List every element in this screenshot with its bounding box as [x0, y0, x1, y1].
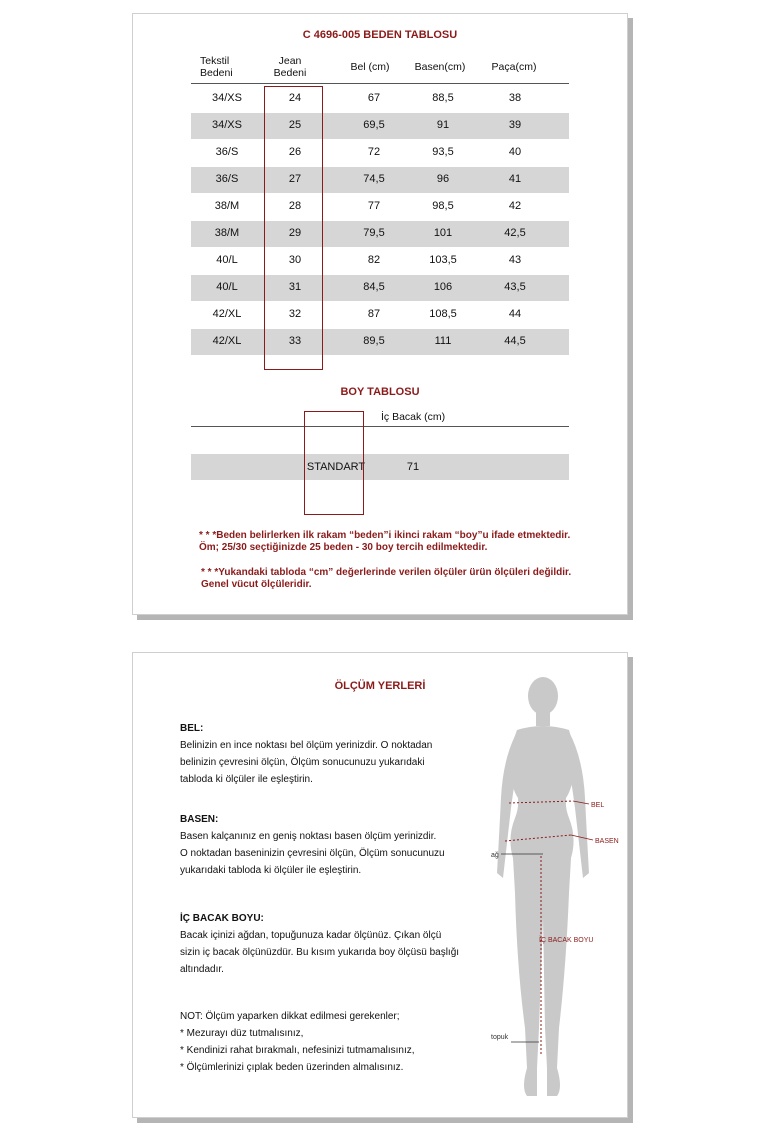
section-ic-bacak-line: Bacak içinizi ağdan, topuğunuza kadar ölçünüz. Çıkan ölçü: [180, 930, 442, 941]
ic-bacak-label: İÇ BACAK BOYU: [539, 937, 594, 944]
note-item: * Kendinizi rahat bırakmalı, nefesinizi tutmamalısınız,: [180, 1045, 415, 1056]
table-cell: 41: [508, 173, 522, 185]
bel-label: BEL: [591, 802, 605, 809]
section-basen: [180, 811, 480, 879]
table-cell: 38: [508, 92, 522, 104]
topuk-label: topuk: [491, 1034, 509, 1041]
section-ic-bacak-heading: İÇ BACAK BOYU:: [180, 913, 264, 924]
note-line-1: * * *Beden belirlerken ilk rakam “beden”i ikinci rakam “boy”u ifade etmektedir.: [199, 530, 571, 541]
table-cell: 91: [436, 119, 450, 131]
table-cell: 43,5: [504, 281, 526, 293]
note-line-4: Genel vücut ölçüleridir.: [201, 579, 312, 590]
table-cell: 103,5: [429, 254, 457, 266]
section-bel-line: Belinizin en ince noktası bel ölçüm yerinizdir. O noktadan: [180, 740, 433, 751]
table-cell: 38/M: [214, 227, 240, 239]
table-cell: 39: [508, 119, 522, 131]
table-cell: 84,5: [363, 281, 385, 293]
standart-highlight: [304, 411, 364, 515]
table-cell: 32: [288, 308, 302, 320]
header-tekstil: Tekstil Bedeni: [200, 55, 233, 79]
length-row-label: STANDART: [306, 461, 366, 473]
header-basen: Basen(cm): [414, 61, 466, 73]
table-cell: 96: [436, 173, 450, 185]
table-cell: 42,5: [504, 227, 526, 239]
table-cell: 25: [288, 119, 302, 131]
table-cell: 42: [508, 200, 522, 212]
note-heading: NOT: Ölçüm yaparken dikkat edilmesi gerekenler;: [180, 1011, 400, 1022]
table-cell: 33: [288, 335, 302, 347]
section-bel-line: tabloda ki ölçüler ile eşleştirin.: [180, 774, 313, 785]
table-cell: 26: [288, 146, 302, 158]
table-cell: 36/S: [215, 146, 239, 158]
table-cell: 29: [288, 227, 302, 239]
table-cell: 111: [434, 335, 452, 347]
size-table-title: C 4696-005 BEDEN TABLOSU: [302, 29, 458, 41]
section-bel-line: belinizin çevresini ölçün, Ölçüm sonucunuzu yukarıdaki: [180, 757, 425, 768]
body-silhouette-figure: [473, 668, 623, 1113]
section-bel-heading: BEL:: [180, 723, 204, 734]
section-not: [180, 1008, 480, 1076]
note-item: * Ölçümlerinizi çıplak beden üzerinden almalısınız.: [180, 1062, 404, 1073]
section-basen-heading: BASEN:: [180, 814, 219, 825]
table-cell: 31: [288, 281, 302, 293]
table-cell: 44: [508, 308, 522, 320]
header-bel: Bel (cm): [350, 61, 390, 73]
table-cell: 89,5: [363, 335, 385, 347]
note-line-3: * * *Yukandaki tabloda “cm” değerlerinde verilen ölçüler ürün ölçüleri değildir.: [201, 567, 572, 578]
table-cell: 67: [367, 92, 381, 104]
silhouette-shape: [497, 677, 589, 1096]
table-cell: 44,5: [504, 335, 526, 347]
basen-label: BASEN: [595, 838, 619, 845]
length-table-title: BOY TABLOSU: [340, 386, 420, 398]
measure-title: ÖLÇÜM YERLERİ: [334, 680, 426, 692]
table-cell: 77: [367, 200, 381, 212]
table-cell: 79,5: [363, 227, 385, 239]
table-cell: 38/M: [214, 200, 240, 212]
table-cell: 74,5: [363, 173, 385, 185]
table-cell: 28: [288, 200, 302, 212]
table-cell: 42/XL: [212, 308, 242, 320]
table-cell: 34/XS: [212, 92, 242, 104]
table-cell: 88,5: [432, 92, 454, 104]
jean-size-highlight: [264, 86, 323, 370]
table-cell: 82: [367, 254, 381, 266]
section-basen-line: O noktadan baseninizin çevresini ölçün, Ölçüm sonucunuzu: [180, 848, 445, 859]
section-bel: [180, 720, 480, 788]
section-ic-bacak: [180, 910, 480, 978]
length-header-divider: [191, 426, 569, 427]
table-cell: 69,5: [363, 119, 385, 131]
table-cell: 42/XL: [212, 335, 242, 347]
table-cell: 98,5: [432, 200, 454, 212]
section-basen-line: yukarıdaki tabloda ki ölçüler ile eşleştirin.: [180, 865, 362, 876]
table-cell: 108,5: [429, 308, 457, 320]
table-cell: 27: [288, 173, 302, 185]
size-chart-card: [132, 13, 628, 615]
header-paca: Paça(cm): [491, 61, 537, 73]
table-cell: 40: [508, 146, 522, 158]
table-cell: 34/XS: [212, 119, 242, 131]
table-cell: 101: [433, 227, 453, 239]
ag-label: ağ: [491, 852, 499, 859]
table-cell: 40/L: [216, 254, 238, 266]
section-ic-bacak-line: altındadır.: [180, 964, 224, 975]
measurement-guide-card: [132, 652, 628, 1118]
table-cell: 72: [367, 146, 381, 158]
table-cell: 24: [288, 92, 302, 104]
note-item: * Mezurayı düz tutmalısınız,: [180, 1028, 304, 1039]
table-cell: 36/S: [215, 173, 239, 185]
length-table-header: İç Bacak (cm): [381, 411, 446, 423]
note-line-2: Öm; 25/30 seçtiğinizde 25 beden - 30 boy tercih edilmektedir.: [199, 542, 488, 553]
header-jean: Jean Bedeni: [273, 55, 307, 79]
table-cell: 43: [508, 254, 522, 266]
table-cell: 87: [367, 308, 381, 320]
table-cell: 106: [433, 281, 453, 293]
table-cell: 30: [288, 254, 302, 266]
length-row-value: 71: [406, 461, 420, 473]
section-ic-bacak-line: sizin iç bacak ölçünüzdür. Bu kısım yukarıda boy ölçüsü başlığı: [180, 947, 460, 958]
section-basen-line: Basen kalçanınız en geniş noktası basen ölçüm yerinizdir.: [180, 831, 437, 842]
header-divider: [191, 83, 569, 84]
table-cell: 40/L: [216, 281, 238, 293]
table-cell: 93,5: [432, 146, 454, 158]
